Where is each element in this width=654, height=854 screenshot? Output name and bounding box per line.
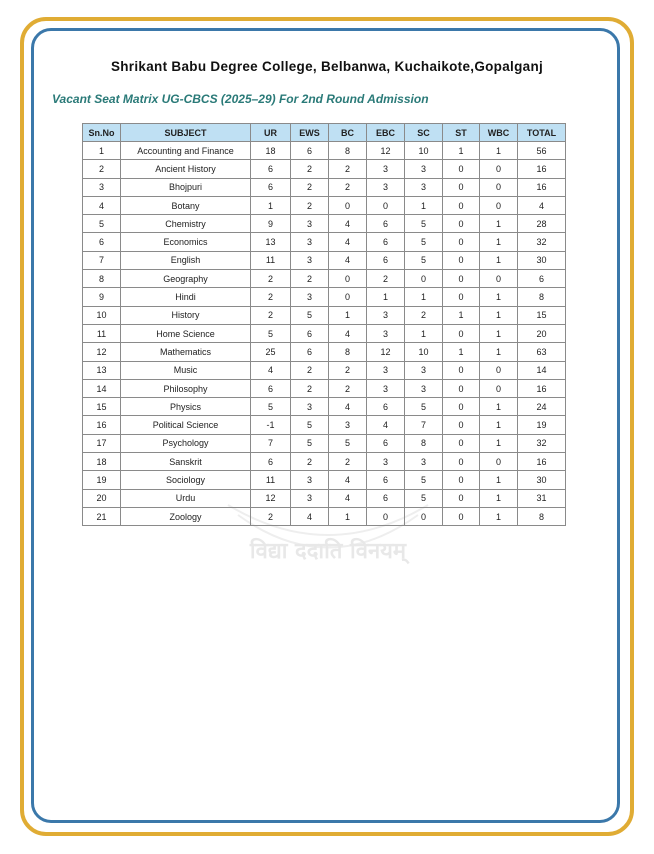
- table-cell: 3: [291, 233, 329, 251]
- table-cell: -1: [251, 416, 291, 434]
- table-row: [83, 196, 566, 214]
- column-header: Sn.No: [83, 124, 121, 142]
- table-cell: 16: [518, 160, 566, 178]
- table-cell: 6: [251, 453, 291, 471]
- table-cell: 0: [480, 160, 518, 178]
- table-cell: 9: [251, 215, 291, 233]
- column-header: BC: [329, 124, 367, 142]
- table-cell: 16: [83, 416, 121, 434]
- table-cell: 4: [329, 324, 367, 342]
- table-cell: 11: [251, 471, 291, 489]
- table-cell: 5: [291, 416, 329, 434]
- table-cell: 2: [251, 507, 291, 525]
- table-cell: 19: [518, 416, 566, 434]
- table-cell: 0: [443, 233, 480, 251]
- table-row: [83, 160, 566, 178]
- table-cell: 5: [405, 233, 443, 251]
- table-cell: 0: [480, 178, 518, 196]
- table-cell: 1: [367, 288, 405, 306]
- table-cell: 15: [83, 398, 121, 416]
- table-cell: 6: [291, 142, 329, 160]
- table-cell: 0: [443, 270, 480, 288]
- table-cell: 11: [83, 324, 121, 342]
- table-cell: 3: [405, 178, 443, 196]
- table-cell: 2: [83, 160, 121, 178]
- table-body: [83, 142, 566, 526]
- table-cell: 5: [251, 324, 291, 342]
- table-cell: 3: [367, 453, 405, 471]
- table-cell: 20: [83, 489, 121, 507]
- table-cell: 14: [518, 361, 566, 379]
- table-cell: 1: [480, 489, 518, 507]
- table-cell: 3: [291, 471, 329, 489]
- table-cell: 0: [329, 270, 367, 288]
- table-cell: Zoology: [121, 507, 251, 525]
- seat-matrix-table: [82, 123, 566, 526]
- table-cell: 30: [518, 251, 566, 269]
- table-cell: 0: [443, 471, 480, 489]
- table-row: [83, 142, 566, 160]
- table-cell: 1: [480, 398, 518, 416]
- table-row: [83, 379, 566, 397]
- table-cell: 0: [443, 398, 480, 416]
- table-cell: 6: [518, 270, 566, 288]
- table-cell: 6: [367, 398, 405, 416]
- table-cell: Urdu: [121, 489, 251, 507]
- table-cell: 5: [291, 306, 329, 324]
- table-cell: 28: [518, 215, 566, 233]
- table-cell: Botany: [121, 196, 251, 214]
- table-cell: 3: [405, 160, 443, 178]
- table-row: [83, 453, 566, 471]
- table-cell: 8: [518, 288, 566, 306]
- table-cell: 0: [329, 196, 367, 214]
- table-cell: 2: [291, 453, 329, 471]
- table-cell: Philosophy: [121, 379, 251, 397]
- column-header: EWS: [291, 124, 329, 142]
- table-cell: 1: [480, 507, 518, 525]
- table-cell: 0: [329, 288, 367, 306]
- table-cell: 0: [443, 507, 480, 525]
- table-cell: 0: [443, 361, 480, 379]
- table-row: [83, 489, 566, 507]
- table-cell: Sanskrit: [121, 453, 251, 471]
- table-cell: Home Science: [121, 324, 251, 342]
- table-cell: Bhojpuri: [121, 178, 251, 196]
- table-cell: 0: [443, 416, 480, 434]
- table-cell: 6: [367, 489, 405, 507]
- table-cell: 6: [367, 251, 405, 269]
- table-cell: 4: [367, 416, 405, 434]
- table-cell: 0: [443, 196, 480, 214]
- table-row: [83, 361, 566, 379]
- table-row: [83, 343, 566, 361]
- table-header-row: [83, 124, 566, 142]
- table-cell: 8: [329, 343, 367, 361]
- table-cell: 10: [405, 142, 443, 160]
- table-cell: 3: [291, 489, 329, 507]
- table-cell: 2: [329, 178, 367, 196]
- table-row: [83, 324, 566, 342]
- table-cell: 0: [443, 160, 480, 178]
- table-cell: 4: [291, 507, 329, 525]
- table-cell: 2: [329, 453, 367, 471]
- table-cell: 2: [291, 379, 329, 397]
- column-header: EBC: [367, 124, 405, 142]
- table-cell: 0: [405, 270, 443, 288]
- watermark-motto: विद्या ददाति विनयम्: [249, 539, 407, 564]
- table-cell: Sociology: [121, 471, 251, 489]
- table-cell: 3: [405, 361, 443, 379]
- table-cell: Political Science: [121, 416, 251, 434]
- table-cell: 2: [367, 270, 405, 288]
- table-cell: 21: [83, 507, 121, 525]
- table-row: [83, 288, 566, 306]
- table-cell: 1: [83, 142, 121, 160]
- table-cell: 1: [480, 215, 518, 233]
- table-cell: 0: [443, 324, 480, 342]
- table-cell: 5: [251, 398, 291, 416]
- table-cell: 6: [367, 215, 405, 233]
- table-cell: 1: [443, 343, 480, 361]
- table-row: [83, 398, 566, 416]
- table-cell: 6: [251, 379, 291, 397]
- table-cell: 20: [518, 324, 566, 342]
- table-cell: 1: [443, 306, 480, 324]
- table-cell: 6: [367, 233, 405, 251]
- table-cell: 1: [405, 196, 443, 214]
- table-cell: 6: [367, 434, 405, 452]
- table-cell: Psychology: [121, 434, 251, 452]
- table-cell: 3: [367, 324, 405, 342]
- table-cell: 14: [83, 379, 121, 397]
- column-header: TOTAL: [518, 124, 566, 142]
- table-cell: 2: [329, 361, 367, 379]
- table-cell: 13: [251, 233, 291, 251]
- table-cell: 4: [329, 398, 367, 416]
- table-cell: 7: [405, 416, 443, 434]
- table-cell: 12: [367, 343, 405, 361]
- table-row: [83, 434, 566, 452]
- table-cell: 25: [251, 343, 291, 361]
- table-cell: 31: [518, 489, 566, 507]
- column-header: UR: [251, 124, 291, 142]
- table-cell: 5: [83, 215, 121, 233]
- table-cell: 12: [83, 343, 121, 361]
- table-cell: 6: [83, 233, 121, 251]
- table-cell: 3: [367, 160, 405, 178]
- table-row: [83, 306, 566, 324]
- table-cell: 18: [83, 453, 121, 471]
- table-row: [83, 215, 566, 233]
- table-cell: 3: [405, 453, 443, 471]
- table-cell: 6: [291, 343, 329, 361]
- table-cell: 9: [83, 288, 121, 306]
- table-cell: 0: [443, 215, 480, 233]
- table-cell: 16: [518, 379, 566, 397]
- table-row: [83, 178, 566, 196]
- table-cell: 0: [443, 453, 480, 471]
- table-cell: 5: [405, 471, 443, 489]
- table-cell: 1: [480, 233, 518, 251]
- table-cell: 0: [480, 453, 518, 471]
- table-cell: 5: [405, 398, 443, 416]
- table-cell: 1: [480, 343, 518, 361]
- table-cell: 1: [405, 324, 443, 342]
- table-cell: 4: [251, 361, 291, 379]
- table-cell: 2: [329, 379, 367, 397]
- table-cell: 3: [329, 416, 367, 434]
- table-cell: Physics: [121, 398, 251, 416]
- table-cell: 0: [480, 379, 518, 397]
- table-cell: 3: [367, 361, 405, 379]
- table-cell: 0: [443, 288, 480, 306]
- table-cell: 8: [83, 270, 121, 288]
- table-cell: 3: [83, 178, 121, 196]
- column-header: SUBJECT: [121, 124, 251, 142]
- table-cell: 10: [83, 306, 121, 324]
- table-cell: 8: [329, 142, 367, 160]
- table-cell: 5: [405, 251, 443, 269]
- table-cell: 0: [367, 507, 405, 525]
- table-cell: 4: [329, 471, 367, 489]
- table-cell: 32: [518, 233, 566, 251]
- table-cell: 4: [329, 215, 367, 233]
- table-cell: 2: [251, 288, 291, 306]
- table-cell: 18: [251, 142, 291, 160]
- table-cell: 1: [443, 142, 480, 160]
- table-cell: 16: [518, 453, 566, 471]
- table-cell: 13: [83, 361, 121, 379]
- table-cell: 10: [405, 343, 443, 361]
- table-cell: Ancient History: [121, 160, 251, 178]
- table-cell: 0: [443, 489, 480, 507]
- table-cell: 15: [518, 306, 566, 324]
- table-cell: 4: [518, 196, 566, 214]
- table-cell: 4: [329, 251, 367, 269]
- table-cell: 6: [291, 324, 329, 342]
- table-row: [83, 507, 566, 525]
- table-cell: 5: [329, 434, 367, 452]
- table-cell: 2: [291, 361, 329, 379]
- table-cell: 0: [367, 196, 405, 214]
- table-cell: 8: [405, 434, 443, 452]
- table-cell: 6: [251, 160, 291, 178]
- table-cell: 2: [291, 270, 329, 288]
- table-cell: 56: [518, 142, 566, 160]
- table-cell: Geography: [121, 270, 251, 288]
- table-cell: 16: [518, 178, 566, 196]
- table-cell: English: [121, 251, 251, 269]
- table-cell: 1: [329, 507, 367, 525]
- table-cell: 2: [251, 306, 291, 324]
- table-cell: 3: [405, 379, 443, 397]
- document-subtitle: Vacant Seat Matrix UG-CBCS (2025–29) For 2nd Round Admission: [52, 92, 429, 106]
- table-cell: 0: [480, 270, 518, 288]
- table-row: [83, 471, 566, 489]
- table-row: [83, 251, 566, 269]
- column-header: ST: [443, 124, 480, 142]
- table-cell: 0: [405, 507, 443, 525]
- table-cell: 7: [83, 251, 121, 269]
- table-cell: 30: [518, 471, 566, 489]
- table-cell: 5: [405, 489, 443, 507]
- table-row: [83, 233, 566, 251]
- table-cell: 3: [291, 398, 329, 416]
- table-cell: 6: [367, 471, 405, 489]
- table-cell: 0: [443, 379, 480, 397]
- table-cell: 17: [83, 434, 121, 452]
- table-cell: 1: [480, 471, 518, 489]
- column-header: SC: [405, 124, 443, 142]
- table-cell: 0: [443, 434, 480, 452]
- table-cell: 5: [405, 215, 443, 233]
- table-cell: 0: [443, 178, 480, 196]
- table-cell: 1: [480, 142, 518, 160]
- table-cell: 0: [443, 251, 480, 269]
- table-cell: 3: [367, 178, 405, 196]
- table-cell: 4: [329, 489, 367, 507]
- table-cell: 1: [480, 434, 518, 452]
- table-cell: 0: [480, 196, 518, 214]
- table-cell: 1: [480, 306, 518, 324]
- table-cell: 1: [251, 196, 291, 214]
- table-cell: 5: [291, 434, 329, 452]
- table-cell: 1: [329, 306, 367, 324]
- table-cell: Mathematics: [121, 343, 251, 361]
- table-cell: 7: [251, 434, 291, 452]
- table-cell: History: [121, 306, 251, 324]
- table-cell: 2: [291, 196, 329, 214]
- table-cell: 32: [518, 434, 566, 452]
- table-cell: 4: [329, 233, 367, 251]
- table-cell: 8: [518, 507, 566, 525]
- table-cell: 12: [251, 489, 291, 507]
- table-cell: 0: [480, 361, 518, 379]
- table-cell: 3: [291, 251, 329, 269]
- table-cell: 2: [251, 270, 291, 288]
- table-cell: Music: [121, 361, 251, 379]
- table-cell: 1: [480, 288, 518, 306]
- table-cell: 1: [405, 288, 443, 306]
- column-header: WBC: [480, 124, 518, 142]
- table-cell: 11: [251, 251, 291, 269]
- table-cell: Accounting and Finance: [121, 142, 251, 160]
- table-row: [83, 416, 566, 434]
- table-cell: Chemistry: [121, 215, 251, 233]
- table-cell: 1: [480, 324, 518, 342]
- table-cell: Hindi: [121, 288, 251, 306]
- table-cell: 2: [291, 160, 329, 178]
- table-cell: 4: [83, 196, 121, 214]
- table-cell: 3: [367, 379, 405, 397]
- table-cell: 1: [480, 251, 518, 269]
- table-cell: 3: [291, 215, 329, 233]
- table-cell: 6: [251, 178, 291, 196]
- college-title: Shrikant Babu Degree College, Belbanwa, Kuchaikote,Gopalganj: [110, 59, 544, 74]
- table-cell: 3: [291, 288, 329, 306]
- table-cell: Economics: [121, 233, 251, 251]
- table-cell: 12: [367, 142, 405, 160]
- table-cell: 19: [83, 471, 121, 489]
- table-cell: 24: [518, 398, 566, 416]
- table-cell: 2: [405, 306, 443, 324]
- table-cell: 3: [367, 306, 405, 324]
- table-cell: 1: [480, 416, 518, 434]
- table-cell: 63: [518, 343, 566, 361]
- table-row: [83, 270, 566, 288]
- table-cell: 2: [329, 160, 367, 178]
- table-cell: 2: [291, 178, 329, 196]
